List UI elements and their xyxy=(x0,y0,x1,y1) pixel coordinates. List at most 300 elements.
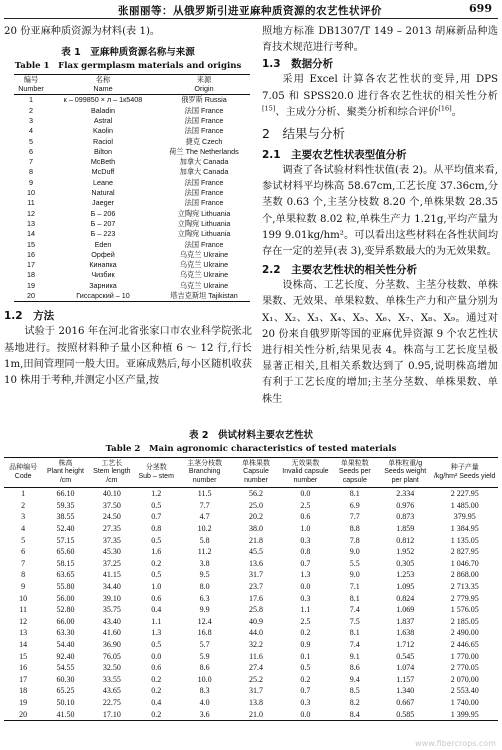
analysis-heading: 1.3 数据分析 xyxy=(262,58,334,71)
table2-cell: 1.0 xyxy=(151,581,162,591)
table2-cell: 0.0 xyxy=(151,651,162,661)
table2-cell: 1 576.05 xyxy=(450,605,479,615)
table2-row xyxy=(4,535,498,547)
table2-cell: 8.1 xyxy=(349,628,360,638)
table2-cell: 25.8 xyxy=(249,605,263,615)
table2-cell: 16 xyxy=(19,663,28,673)
header-en: Origin xyxy=(194,83,214,93)
table2-cell: 9.5 xyxy=(199,570,210,580)
header-cn: 编号 xyxy=(23,75,39,85)
table2-cell: 3.6 xyxy=(177,709,231,721)
intro-text: 20 份亚麻种质资源为材料(表 1)。 xyxy=(4,26,161,37)
table2-row xyxy=(4,604,498,616)
table1-body xyxy=(14,95,250,302)
table2-cell: 2 xyxy=(21,500,26,510)
table2-cell: 34.40 xyxy=(102,581,121,591)
table2-cell: 0.0 xyxy=(300,581,311,591)
table2-header-cell xyxy=(135,458,177,488)
table2-cell: 63.65 xyxy=(56,570,75,580)
table2-cell: 32.2 xyxy=(249,639,263,649)
table1-row xyxy=(14,219,250,229)
table1-cell-name: Б – 206 xyxy=(90,208,116,218)
table2-row xyxy=(4,523,498,535)
table1-cell-origin: 俄罗斯 Russia xyxy=(181,95,227,105)
table2-cell: 2 770.05 xyxy=(450,663,479,673)
table2-cell: 1 135.05 xyxy=(450,535,479,545)
right-column xyxy=(262,24,498,408)
table2-cell: 11 xyxy=(19,605,27,615)
table1-row xyxy=(14,116,250,126)
table2-row xyxy=(4,511,498,523)
table2-row xyxy=(4,593,498,605)
table2-cell: 1.069 xyxy=(396,605,415,615)
table1-row xyxy=(14,270,250,280)
table1-row xyxy=(14,209,250,219)
table1-cell-origin: 立陶宛 Lithuania xyxy=(177,208,231,218)
table2-cell: 20 xyxy=(4,709,42,721)
s22-text xyxy=(262,278,498,408)
table2-cell: 27.35 xyxy=(102,524,121,533)
table2-cell: 37.25 xyxy=(102,558,121,568)
table2-cell: 43.65 xyxy=(102,686,121,696)
citation-ref: [15] xyxy=(262,104,276,113)
table2-cell: 1.253 xyxy=(396,570,415,580)
table2-cell: 40.9 xyxy=(249,616,263,626)
table1-cell-origin: 法国 France xyxy=(184,177,224,187)
citation-ref: [16] xyxy=(438,104,452,113)
table2-cell: 1.952 xyxy=(396,547,415,557)
table2-cell: 0.5 xyxy=(151,500,162,510)
table2-cell: 1.837 xyxy=(396,616,415,626)
table2-row xyxy=(4,500,498,512)
table1-cell-number: 4 xyxy=(29,126,33,136)
table1-row xyxy=(14,198,250,208)
table2-cell: 10.0 xyxy=(197,674,212,684)
table2-row xyxy=(4,581,498,593)
table2-cell: 45.5 xyxy=(249,547,263,557)
table2-cell: 5.5 xyxy=(349,558,360,568)
s22-text-a: 设株高、工艺长度、分茎数、主茎分枝数、单株果数、无效果、单果粒数、单株生产力和产量分别为 xyxy=(262,280,498,308)
table2-cell: 6 xyxy=(21,547,26,557)
table2-row xyxy=(4,616,498,628)
table1-row xyxy=(14,126,250,136)
table2-cell: 2.5 xyxy=(300,500,311,510)
table2-cell: 1.638 xyxy=(396,628,415,638)
table2-cell: 5.8 xyxy=(199,535,210,545)
table1-cell-origin: 捷克 Czech xyxy=(185,136,223,146)
table2-row xyxy=(4,674,498,686)
table2-body xyxy=(4,488,498,721)
table1-title-en: Table 1 Flax germplasm materials and origins xyxy=(14,61,242,72)
header-en: Name xyxy=(93,83,113,93)
table1-header-origin xyxy=(158,75,250,95)
table2-cell: 8.2 xyxy=(349,697,360,707)
s21-heading: 2.1 主要农艺性状表型值分析 xyxy=(262,149,407,162)
table2-cell: 1 770.00 xyxy=(450,651,479,661)
table2-cell: 13.8 xyxy=(249,697,263,707)
watermark: www.fibercrops.com xyxy=(415,739,496,748)
running-header xyxy=(0,0,502,20)
table1-cell-name: Кинапка xyxy=(89,260,117,270)
table2-cell: 8.0 xyxy=(199,581,210,591)
table2-cell: 11.2 xyxy=(197,547,212,557)
table2-cell: 0.0 xyxy=(280,709,330,721)
table1-cell-origin: 法国 France xyxy=(184,239,224,249)
header-cn: 工艺长 xyxy=(101,460,123,467)
table2-cell: 1.074 xyxy=(396,663,415,673)
table2-cell: 17.6 xyxy=(249,593,263,603)
table2-cell: 0.7 xyxy=(300,558,311,568)
table2-cell: 0.4 xyxy=(151,605,162,615)
table2-cell: 11.6 xyxy=(249,651,263,661)
header-cn: 主茎分枝数 xyxy=(187,460,223,467)
table1-row xyxy=(14,260,250,270)
table2-row xyxy=(4,662,498,674)
table2-cell: 65.25 xyxy=(56,686,75,696)
table2-cell: 1.0 xyxy=(300,524,311,533)
table2-cell: 1 740.00 xyxy=(450,697,479,707)
header-cn: 单果粒数 xyxy=(340,460,369,467)
table2-header-cell xyxy=(232,458,280,488)
table2-cell: 50.10 xyxy=(56,697,75,707)
table1-cell-origin: 法国 France xyxy=(184,198,224,208)
table2-cell: 36.90 xyxy=(102,639,121,649)
table1-cell-number: 1 xyxy=(29,95,33,105)
table2-cell: 8.5 xyxy=(349,686,360,696)
table1-row xyxy=(14,147,250,157)
table2-cell: 10 xyxy=(19,593,28,603)
analysis-text-a: 采用 Excel 计算各农艺性状的变异,用 DPS 7.05 和 SPSS20.0 进行各农艺性状的相关性分析 xyxy=(262,74,498,102)
table2-cell: 0.6 xyxy=(151,593,162,603)
table2-cell: 7.7 xyxy=(199,500,210,510)
table2-cell: 17 xyxy=(19,674,28,684)
table2-cell: 8.3 xyxy=(199,686,210,696)
table2-cell: 8.6 xyxy=(349,663,360,673)
table2-row xyxy=(4,651,498,663)
table2-cell: 0.5 xyxy=(151,639,162,649)
table2-cell: 19 xyxy=(19,697,28,707)
table2-cell: 2 070.00 xyxy=(450,674,479,684)
s21-text: 调查了各试验材料性状值(表 2)。从平均值来看,参试材料平均株高 58.67cm,工艺长度 37.36cm,分茎数 0.63 个,主茎分枝数 8.20 个,单株果数 28.35 个,单果粒数 8.02 粒,单株生产力 1.21g,平均产量为 199 9.01kg/hm²。可以看出这些材料在各性状间均存在一定的差异(表 3),变异系数最大的为无效果数。 xyxy=(262,165,498,258)
table2-cell: 2 185.05 xyxy=(450,616,479,626)
table2-header-row xyxy=(4,458,498,488)
table2-cell: 0.824 xyxy=(396,593,415,603)
header-en: Seeds per capsule xyxy=(338,468,371,484)
table1-cell-number: 18 xyxy=(27,270,35,280)
table1-cell-origin: 乌克兰 Ukraine xyxy=(179,249,229,259)
table2-header-cell xyxy=(177,458,231,488)
table2-cell: 0.6 xyxy=(151,663,162,673)
table2-cell: 8.6 xyxy=(199,663,210,673)
table2-cell: 0.9 xyxy=(300,639,311,649)
table1-cell-number: 7 xyxy=(29,157,33,167)
table2-cell: 4 xyxy=(21,524,26,533)
table2-cell: 0.3 xyxy=(300,593,311,603)
table2-cell: 45.30 xyxy=(102,547,121,557)
table2-cell: 54.40 xyxy=(56,639,75,649)
table2-cell: 1.095 xyxy=(396,581,415,591)
table1-cell-origin: 加拿大 Canada xyxy=(179,157,229,167)
table2-cell: 35.75 xyxy=(102,605,121,615)
table2-cell: 4.7 xyxy=(199,512,210,522)
table2-cell: 0.5 xyxy=(151,535,162,545)
table2-cell: 0.873 xyxy=(396,512,415,522)
table1-row xyxy=(14,229,250,239)
table2-cell: 40.10 xyxy=(102,489,121,499)
table1-title-cn: 表 1 亚麻种质资源名称与来源 xyxy=(61,47,195,59)
table2-cell: 1.6 xyxy=(151,547,162,557)
table2-cell: 0.4 xyxy=(151,697,162,707)
table1-cell-origin: 立陶宛 Lithuania xyxy=(177,218,231,228)
table2-cell: 18 xyxy=(19,686,28,696)
table1-cell-number: 19 xyxy=(27,280,35,290)
table1-cell-origin: 加拿大 Canada xyxy=(179,167,229,177)
page-number: 699 xyxy=(469,2,492,15)
table1-cell-name: McDuff xyxy=(91,167,115,177)
table2-cell: 65.60 xyxy=(56,547,75,557)
table1-cell-name: Raciol xyxy=(93,136,113,146)
table1-cell-name: Baladin xyxy=(91,105,115,115)
table2-row xyxy=(4,709,498,721)
table2-cell: 4.0 xyxy=(199,697,210,707)
s22-heading: 2.2 主要农艺性状的相关性分析 xyxy=(262,264,418,277)
table2-cell: 1.712 xyxy=(396,639,415,649)
table1-cell-name: к – 099850 × л – 1к5408 xyxy=(63,95,143,105)
s22-text-b: 。通过对 20 份来自俄罗斯等国的亚麻优异资源 9 个农艺性状进行相关性分析,结果见表 4。株高与工艺长度呈极显著正相关,且相关系数达到了 0.95,说明株高增加有利于工艺长度的增加;主茎分茎数、单株果数、单株生 xyxy=(262,312,498,405)
table2-header-cell xyxy=(331,458,379,488)
table2-cell: 8.1 xyxy=(349,489,360,499)
table1-cell-origin: 乌克兰 Ukraine xyxy=(179,280,229,290)
table2-cell: 0.2 xyxy=(300,674,311,684)
header-en: Plant height /cm xyxy=(46,468,84,484)
table2-row xyxy=(4,639,498,651)
table2-cell: 7.8 xyxy=(349,535,360,545)
header-en: Invalid capsule number xyxy=(282,468,329,484)
section2-heading: 2 结果与分析 xyxy=(262,126,345,142)
table2-cell: 0.8 xyxy=(151,524,162,533)
table1-row xyxy=(14,250,250,260)
table2-cell: 1 046.70 xyxy=(450,558,479,568)
table2-cell: 8.4 xyxy=(331,709,379,721)
table2-cell: 0.1 xyxy=(300,651,311,661)
header-cn: 品种编号 xyxy=(9,464,38,472)
table2-cell: 7.4 xyxy=(349,639,360,649)
table2-cell: 16.8 xyxy=(197,628,212,638)
header-en: /kg/hm² Seeds yield xyxy=(433,472,496,480)
table1-header-name xyxy=(48,75,158,95)
table1-row xyxy=(14,178,250,188)
table2-cell: 25.0 xyxy=(249,500,263,510)
table2-cell: 7.7 xyxy=(349,512,360,522)
table1-cell-number: 12 xyxy=(27,208,35,218)
table1-cell-name: Б – 207 xyxy=(90,218,116,228)
table2-row xyxy=(4,697,498,709)
table2-cell: 54.55 xyxy=(56,663,75,673)
table2-cell: 1.340 xyxy=(396,686,415,696)
table2-cell: 25.2 xyxy=(249,674,263,684)
table2-cell: 2 827.95 xyxy=(450,547,479,557)
table1-cell-number: 10 xyxy=(27,188,35,198)
table1-cell-number: 14 xyxy=(27,229,35,239)
table2-cell: 1 384.95 xyxy=(450,524,479,533)
table1-row xyxy=(14,240,250,250)
table2-cell: 0.5 xyxy=(300,663,311,673)
table1 xyxy=(14,74,250,302)
table2-cell: 76.05 xyxy=(102,651,121,661)
table2-row xyxy=(4,546,498,558)
table2-cell: 66.00 xyxy=(56,616,75,626)
table2-cell: 2 713.35 xyxy=(450,581,479,591)
table1-cell-origin: 乌克兰 Ukraine xyxy=(179,260,229,270)
table2-cell: 0.585 xyxy=(379,709,431,721)
table2-header-cell xyxy=(89,458,135,488)
table2-cell: 92.40 xyxy=(56,651,75,661)
table1-cell-number: 9 xyxy=(29,177,33,187)
table1-cell-number: 20 xyxy=(14,291,48,302)
table2-cell: 21.0 xyxy=(232,709,280,721)
table2-cell: 39.10 xyxy=(102,593,121,603)
table1-cell-name: Орфей xyxy=(91,249,115,259)
table2-cell: 31.7 xyxy=(249,570,263,580)
s22-vars: X₁、X₂、X₃、X₄、X₅、X₆、X₇、X₈、X₉ xyxy=(262,312,455,324)
table2-cell: 6.3 xyxy=(199,593,210,603)
table1-cell-number: 17 xyxy=(27,260,35,270)
table2-cell: 13.6 xyxy=(249,558,263,568)
header-en: Seeds weight per plant xyxy=(384,468,427,484)
table1-cell-number: 16 xyxy=(27,249,35,259)
table1-cell-number: 11 xyxy=(27,198,35,208)
table1-cell-origin: 塔吉克斯坦 Tajikistan xyxy=(158,291,250,302)
table2-cell: 37.50 xyxy=(102,500,121,510)
table2-block xyxy=(0,427,502,721)
table2-cell: 2.5 xyxy=(300,616,311,626)
table2-cell: 0.976 xyxy=(396,500,415,510)
table2-cell: 58.15 xyxy=(56,558,75,568)
table2-cell: 9.9 xyxy=(199,605,210,615)
table2-cell: 1.3 xyxy=(300,570,311,580)
table2-title-cn: 表 2 供试材料主要农艺性状 xyxy=(189,430,313,441)
table1-cell-origin: 立陶宛 Lithuania xyxy=(177,229,231,239)
table2-cell: 10.2 xyxy=(197,524,212,533)
table2-cell: 57.15 xyxy=(56,535,75,545)
table1-cell-number: 3 xyxy=(29,115,33,125)
table2-cell: 7.1 xyxy=(349,581,360,591)
table2-cell: 3 xyxy=(21,512,26,522)
header-cn: 单株果数 xyxy=(242,460,270,467)
table2-cell: 7.5 xyxy=(349,616,360,626)
header-cn: 种子产量 xyxy=(450,464,479,472)
table2-cell: 1.859 xyxy=(396,524,415,533)
table2-cell: 63.30 xyxy=(56,628,75,638)
left-column xyxy=(4,24,252,389)
table2-cell: 1.1 xyxy=(151,616,162,626)
table1-cell-name: Astral xyxy=(93,115,113,125)
continued-text: 照地方标准 DB1307/T 149 – 2013 胡麻新品种选育技术规范进行考种。 xyxy=(262,26,498,54)
table2-header-cell xyxy=(431,458,498,488)
table2-cell: 44.0 xyxy=(249,628,263,638)
table1-cell-number: 8 xyxy=(29,167,33,177)
table2-cell: 38.0 xyxy=(249,524,263,533)
table2-cell: 0.5 xyxy=(151,570,162,580)
analysis-text-b: 、主成分分析、聚类分析和综合评价 xyxy=(275,106,439,118)
table2-title-en: Table 2 Main agronomic characteristics of tested materials xyxy=(105,444,397,454)
table2-cell: 41.15 xyxy=(102,570,121,580)
table2-cell: 32.50 xyxy=(102,663,121,673)
table2-cell: 0.812 xyxy=(396,535,415,545)
table2-cell: 7 xyxy=(21,558,26,568)
table1-row xyxy=(14,95,250,106)
table2-row xyxy=(4,488,498,500)
table1-cell-name: McBeth xyxy=(90,157,116,167)
table1-row xyxy=(14,106,250,116)
header-en: Stem length /cm xyxy=(93,468,131,484)
table2-cell: 6.9 xyxy=(349,500,360,510)
table1-cell-number: 13 xyxy=(27,218,35,228)
table1-cell-name: Б – 223 xyxy=(90,229,116,239)
table2-cell: 66.10 xyxy=(56,489,75,499)
table2-row xyxy=(4,569,498,581)
header-cn: 名称 xyxy=(95,75,111,85)
table2-header-cell xyxy=(42,458,88,488)
table2-row xyxy=(4,627,498,639)
table2-cell: 9.4 xyxy=(349,674,360,684)
table2-cell: 0.2 xyxy=(135,709,177,721)
table1-header-number xyxy=(14,75,48,95)
table1-header-row xyxy=(14,75,250,95)
header-cn: 单株粒重/g xyxy=(388,460,423,467)
table2-cell: 11.5 xyxy=(197,489,212,499)
table1-cell-number: 5 xyxy=(29,136,33,146)
header-cn: 株高 xyxy=(58,460,73,467)
table2-cell: 1.157 xyxy=(396,674,415,684)
table2-cell: 0.2 xyxy=(151,674,162,684)
table1-row xyxy=(14,137,250,147)
header-cn: 分茎数 xyxy=(145,464,167,472)
table2-cell: 9.0 xyxy=(349,547,360,557)
table2-cell: 0.7 xyxy=(151,512,162,522)
analysis-text-c: 。 xyxy=(451,106,462,118)
table2-cell: 13 xyxy=(19,628,28,638)
table1-cell-origin: 法国 France xyxy=(184,105,224,115)
table2-cell: 15 xyxy=(19,651,28,661)
table2-cell: 5 xyxy=(21,535,26,545)
table1-cell-number: 2 xyxy=(29,105,33,115)
table2-cell: 0.2 xyxy=(151,558,162,568)
table1-cell-origin: 法国 France xyxy=(184,126,224,136)
table2-cell: 59.35 xyxy=(56,500,75,510)
table2-header-cell xyxy=(379,458,431,488)
table2-cell: 2.334 xyxy=(396,489,415,499)
table1-cell-origin: 乌克兰 Ukraine xyxy=(179,270,229,280)
table2-cell: 2 779.95 xyxy=(450,593,479,603)
table2-cell: 1.1 xyxy=(300,605,311,615)
table2-cell: 55.80 xyxy=(56,581,75,591)
table2-cell: 12.4 xyxy=(197,616,212,626)
table2-cell: 24.50 xyxy=(102,512,121,522)
table1-row xyxy=(14,167,250,177)
table2-cell: 1 399.95 xyxy=(431,709,498,721)
table2-cell: 52.80 xyxy=(56,605,75,615)
header-en: Sub – stem xyxy=(138,472,174,480)
table2-cell: 21.8 xyxy=(249,535,263,545)
table2-cell: 23.7 xyxy=(249,581,263,591)
table2-cell: 0.7 xyxy=(300,686,311,696)
table1-cell-number: 6 xyxy=(29,146,33,156)
table2-cell: 1.3 xyxy=(151,628,162,638)
table1-cell-origin: 法国 France xyxy=(184,188,224,198)
table2-cell: 8 xyxy=(21,570,26,580)
table1-cell-name: Eden xyxy=(94,239,112,249)
